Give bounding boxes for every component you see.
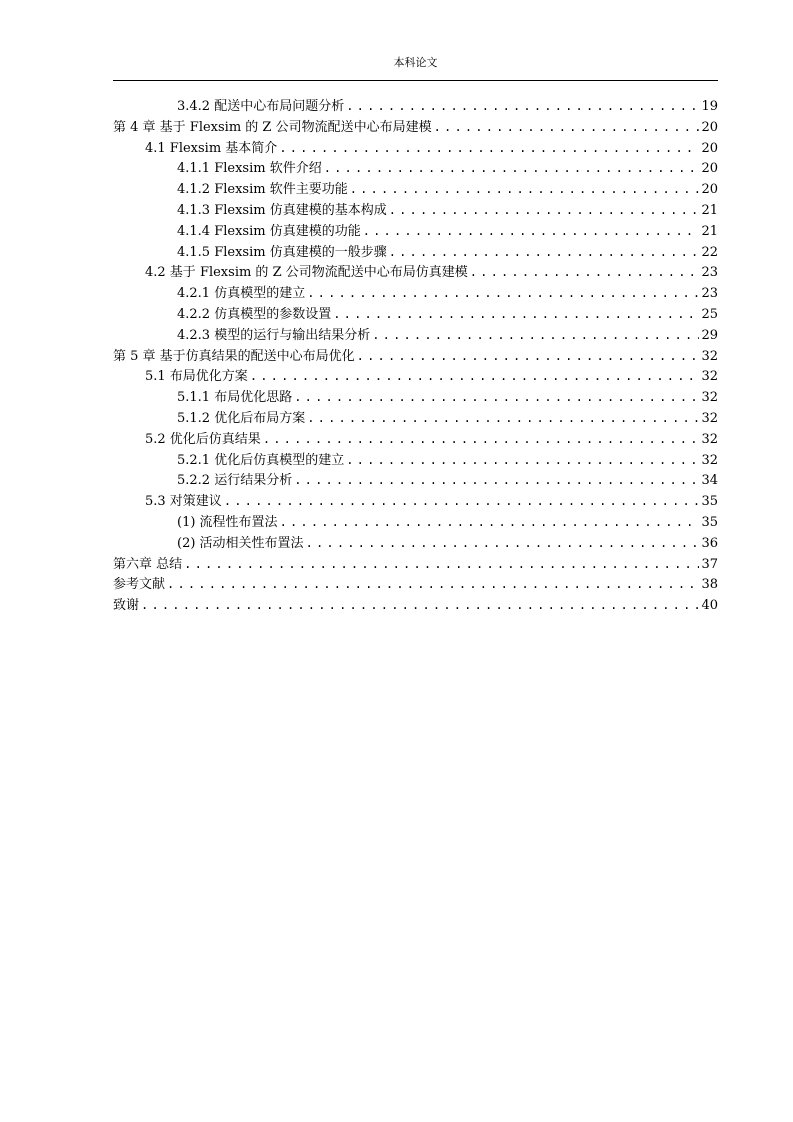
toc-entry-title: 5.2.2 运行结果分析 — [177, 473, 293, 489]
toc-entry[interactable] — [113, 429, 718, 450]
toc-entry-title: 5.2 优化后仿真结果 — [145, 431, 261, 447]
toc-dot-leader — [357, 346, 700, 367]
toc-entry-page-number: 36 — [701, 535, 718, 551]
toc-dot-leader — [263, 429, 700, 450]
toc-entry[interactable] — [113, 512, 718, 533]
toc-entry-page-number: 32 — [701, 348, 718, 364]
toc-entry[interactable] — [113, 283, 718, 304]
toc-entry[interactable] — [113, 470, 718, 491]
toc-entry[interactable] — [113, 200, 718, 221]
toc-dot-leader — [346, 96, 699, 117]
toc-entry-title: 4.1.3 Flexsim 仿真建模的基本构成 — [177, 202, 387, 218]
toc-entry[interactable] — [113, 117, 718, 138]
toc-entry[interactable] — [113, 221, 718, 242]
toc-dot-leader — [224, 491, 700, 512]
toc-entry[interactable] — [113, 408, 718, 429]
toc-entry-page-number: 38 — [701, 577, 718, 593]
toc-dot-leader — [389, 242, 700, 263]
toc-dot-leader — [434, 117, 700, 138]
toc-entry-title: 4.2.1 仿真模型的建立 — [177, 286, 306, 302]
toc-dot-leader — [167, 574, 699, 595]
toc-dot-leader — [294, 387, 699, 408]
toc-entry-page-number: 37 — [701, 556, 718, 572]
toc-entry[interactable] — [113, 96, 718, 117]
toc-entry-page-number: 32 — [701, 369, 718, 385]
toc-entry-page-number: 23 — [701, 265, 718, 281]
toc-dot-leader — [389, 200, 700, 221]
toc-entry-page-number: 19 — [701, 99, 718, 114]
toc-entry[interactable] — [113, 262, 718, 283]
toc-entry[interactable] — [113, 366, 718, 387]
toc-entry-title: 第六章 总结 — [113, 556, 183, 572]
toc-entry[interactable] — [113, 450, 718, 471]
toc-entry-page-number: 21 — [701, 202, 718, 218]
toc-entry-title: 4.2.2 仿真模型的参数设置 — [177, 306, 332, 322]
toc-entry-title: 4.1.2 Flexsim 软件主要功能 — [177, 182, 348, 198]
toc-entry-page-number: 40 — [701, 598, 718, 614]
toc-dot-leader — [307, 283, 699, 304]
toc-dot-leader — [306, 533, 700, 554]
toc-entry-title: 4.1.5 Flexsim 仿真建模的一般步骤 — [177, 244, 387, 260]
toc-entry[interactable] — [113, 491, 718, 512]
toc-entry-title: 5.3 对策建议 — [145, 494, 222, 510]
toc-entry[interactable] — [113, 325, 718, 346]
toc-entry-page-number: 29 — [701, 327, 718, 343]
toc-entry-page-number: 23 — [701, 286, 718, 302]
toc-entry-title: 致谢 — [113, 598, 140, 614]
toc-entry[interactable] — [113, 158, 718, 179]
toc-entry-page-number: 32 — [701, 390, 718, 406]
page-header: 本科论文 — [393, 56, 438, 69]
toc-entry-title: 参考文献 — [113, 577, 166, 593]
toc-entry-page-number: 35 — [701, 514, 718, 530]
toc-entry-page-number: 22 — [701, 244, 718, 260]
toc-entry-page-number: 21 — [701, 223, 718, 239]
toc-dot-leader — [279, 138, 699, 159]
toc-entry-title: 5.1.2 优化后布局方案 — [177, 410, 306, 426]
toc-dot-leader — [346, 450, 699, 471]
toc-entry-page-number: 32 — [701, 431, 718, 447]
toc-entry[interactable] — [113, 387, 718, 408]
toc-entry-title: 3.4.2 配送中心布局问题分析 — [177, 99, 345, 114]
toc-entry-title: 4.1 Flexsim 基本简介 — [145, 140, 278, 156]
toc-entry-title: 4.2.3 模型的运行与输出结果分析 — [177, 327, 371, 343]
toc-entry[interactable] — [113, 533, 718, 554]
toc-entry[interactable] — [113, 304, 718, 325]
toc-entry-title: (1) 流程性布置法 — [177, 514, 278, 530]
toc-entry-page-number: 25 — [701, 306, 718, 322]
table-of-contents — [113, 96, 718, 616]
toc-entry[interactable] — [113, 346, 718, 367]
toc-entry-title: (2) 活动相关性布置法 — [177, 535, 304, 551]
toc-entry-title: 5.1 布局优化方案 — [145, 369, 248, 385]
toc-entry-title: 5.2.1 优化后仿真模型的建立 — [177, 452, 345, 468]
toc-entry-title: 5.1.1 布局优化思路 — [177, 390, 293, 406]
toc-entry[interactable] — [113, 574, 718, 595]
toc-entry-page-number: 20 — [701, 140, 718, 156]
toc-dot-leader — [294, 470, 699, 491]
toc-entry[interactable] — [113, 138, 718, 159]
toc-entry-page-number: 20 — [701, 182, 718, 198]
toc-dot-leader — [363, 221, 700, 242]
toc-dot-leader — [372, 325, 699, 346]
toc-entry-page-number: 35 — [701, 494, 718, 510]
toc-dot-leader — [350, 179, 700, 200]
toc-entry[interactable] — [113, 242, 718, 263]
toc-entry-title: 第 5 章 基于仿真结果的配送中心布局优化 — [113, 348, 355, 364]
toc-dot-leader — [250, 366, 700, 387]
toc-dot-leader — [333, 304, 699, 325]
toc-entry[interactable] — [113, 179, 718, 200]
toc-dot-leader — [184, 554, 699, 575]
toc-dot-leader — [470, 262, 700, 283]
toc-entry[interactable] — [113, 554, 718, 575]
toc-entry-title: 第 4 章 基于 Flexsim 的 Z 公司物流配送中心布局建模 — [113, 119, 432, 135]
toc-entry-page-number: 32 — [701, 410, 718, 426]
toc-entry-title: 4.1.4 Flexsim 仿真建模的功能 — [177, 223, 361, 239]
toc-dot-leader — [280, 512, 700, 533]
toc-entry-page-number: 32 — [701, 452, 718, 468]
toc-entry-title: 4.2 基于 Flexsim 的 Z 公司物流配送中心布局仿真建模 — [145, 265, 468, 281]
toc-dot-leader — [324, 158, 700, 179]
toc-entry-page-number: 34 — [701, 473, 718, 489]
toc-entry-title: 4.1.1 Flexsim 软件介绍 — [177, 161, 322, 177]
toc-entry-page-number: 20 — [701, 161, 718, 177]
toc-entry-page-number: 20 — [701, 119, 718, 135]
toc-dot-leader — [307, 408, 699, 429]
header-divider — [113, 80, 718, 81]
toc-entry[interactable] — [113, 595, 718, 616]
toc-dot-leader — [141, 595, 699, 616]
